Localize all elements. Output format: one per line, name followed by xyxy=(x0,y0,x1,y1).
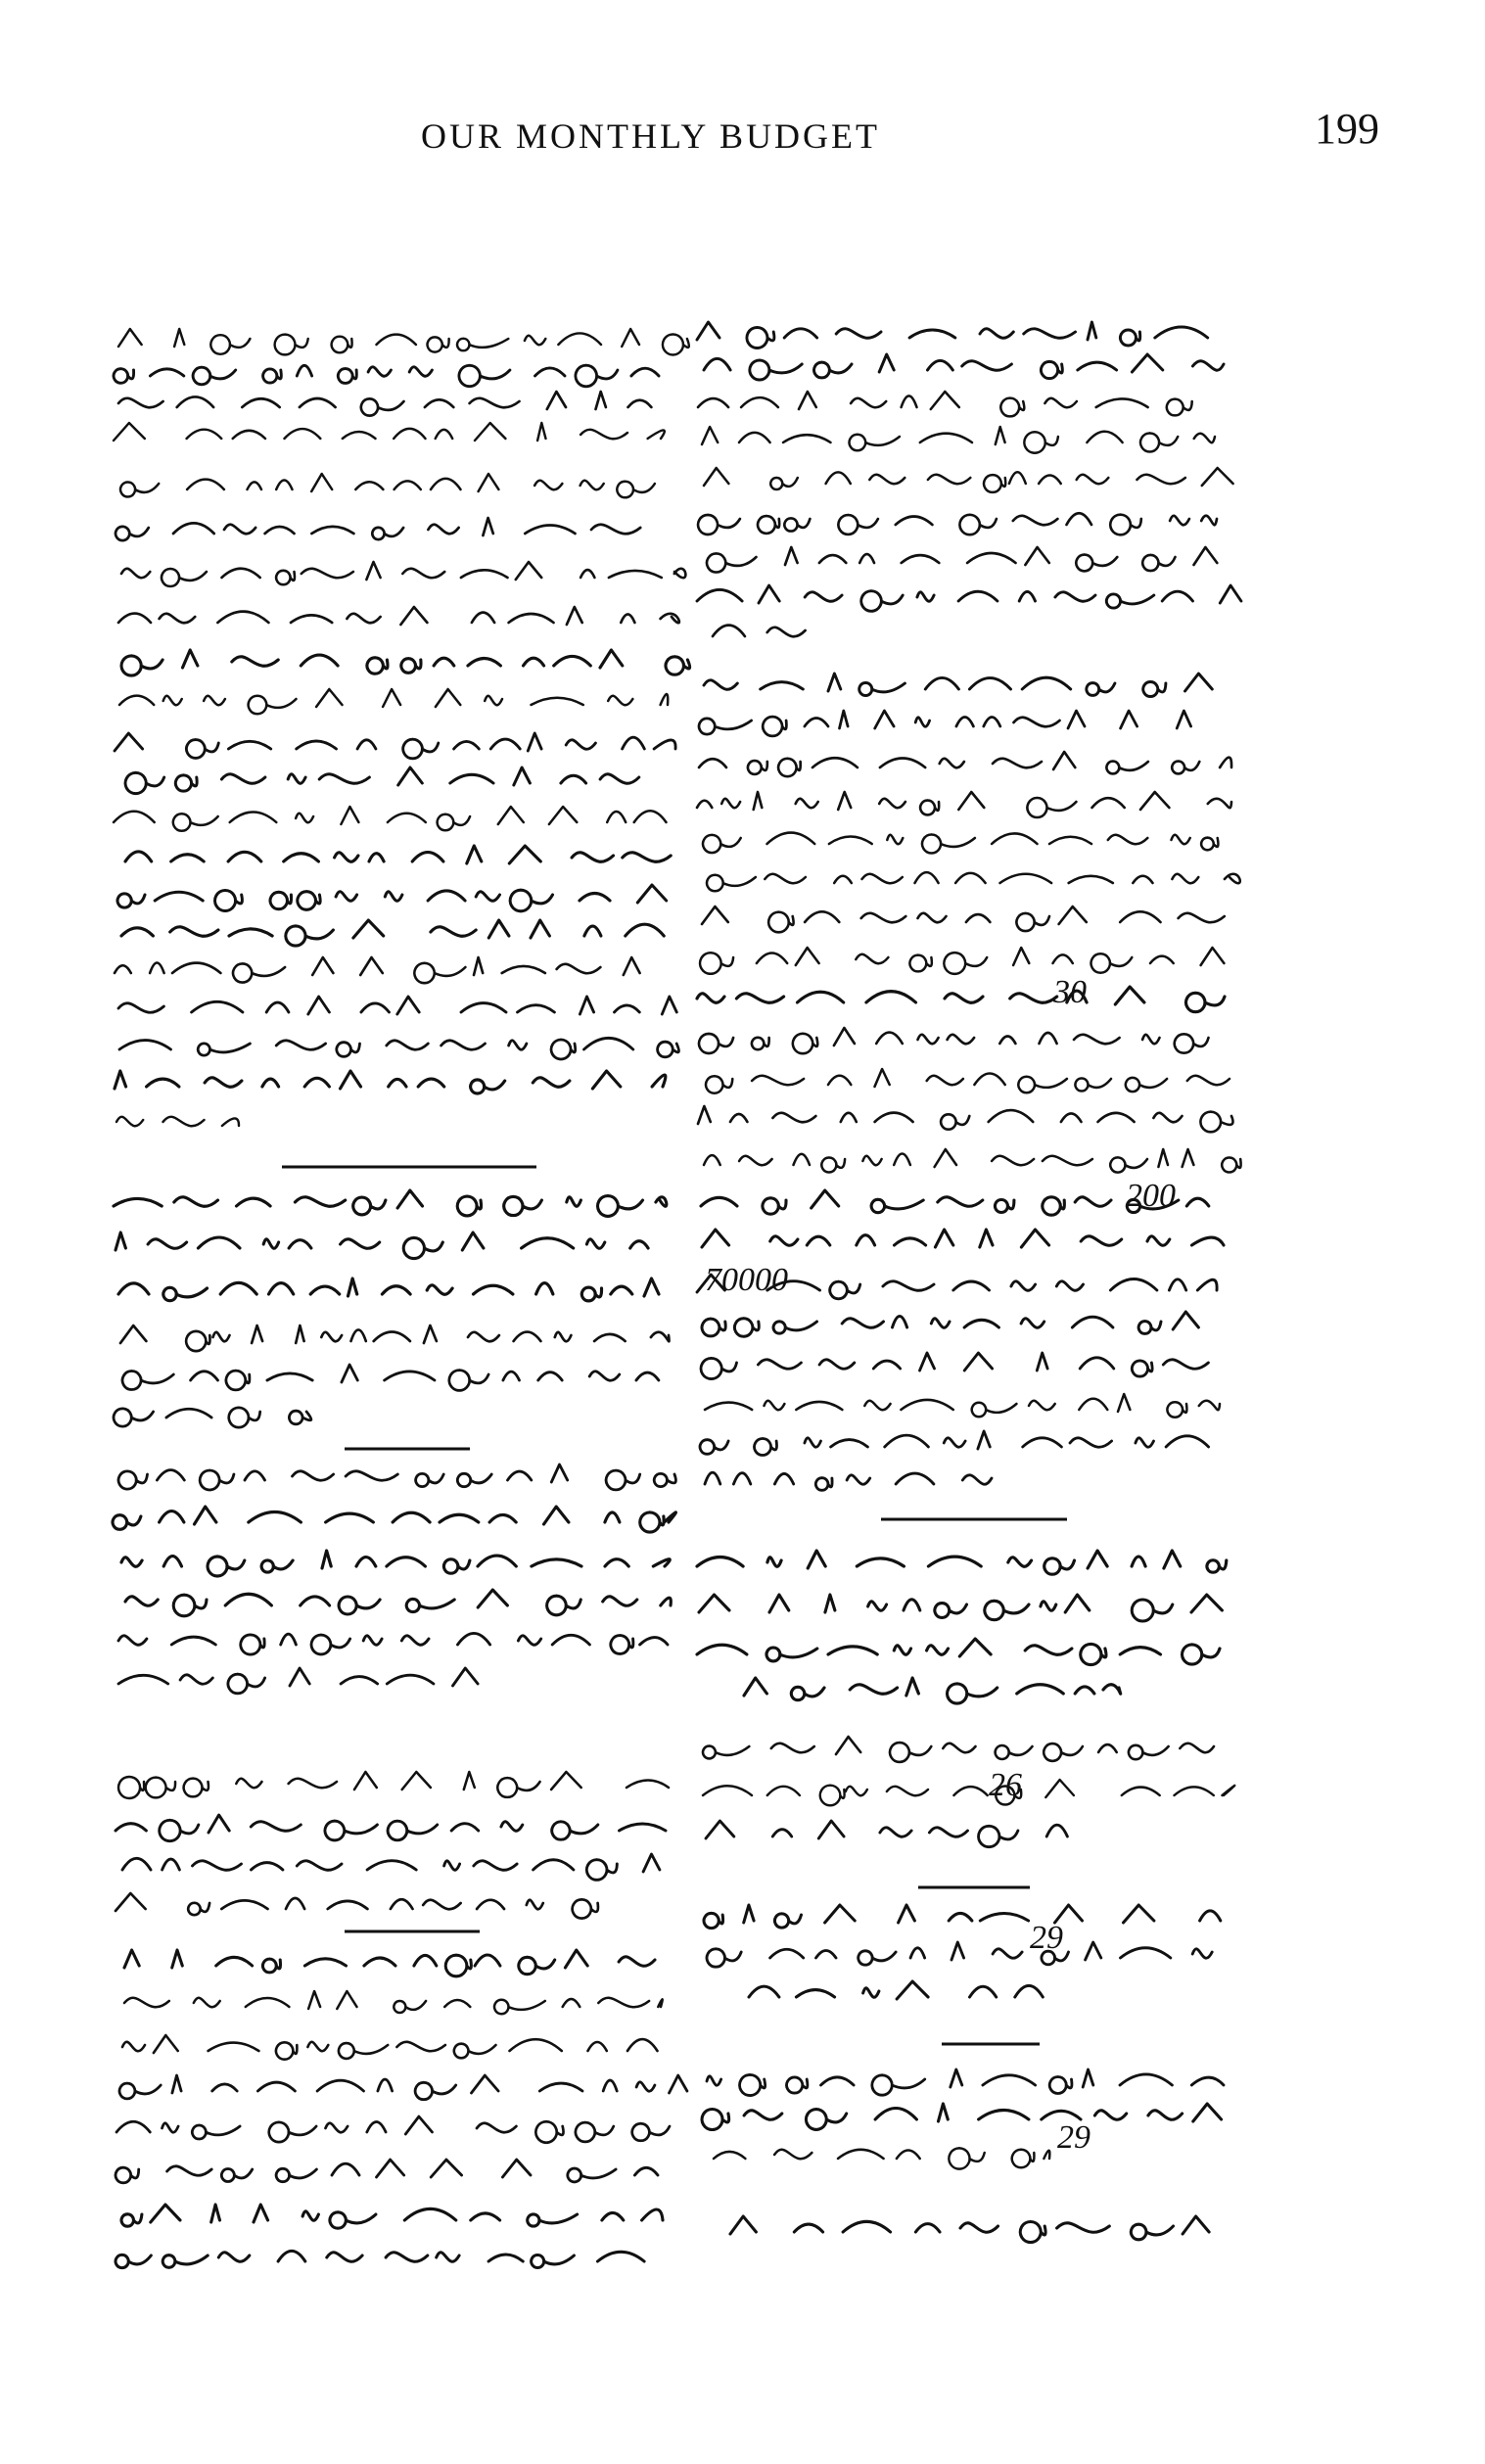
shorthand-line xyxy=(116,2251,644,2267)
shorthand-line xyxy=(707,1942,1212,1967)
shorthand-line xyxy=(700,948,1224,974)
shorthand-line xyxy=(121,562,685,586)
shorthand-line xyxy=(704,354,1224,380)
shorthand-line xyxy=(704,468,1233,492)
shorthand-line xyxy=(120,474,655,497)
shorthand-line xyxy=(699,1595,1222,1621)
shorthand-line xyxy=(115,733,675,759)
shorthand-line xyxy=(700,1431,1209,1455)
shorthand-line xyxy=(706,1821,1067,1847)
shorthand-line xyxy=(699,752,1231,776)
shorthand-line xyxy=(703,1737,1214,1762)
shorthand-line xyxy=(713,626,806,637)
shorthand-line xyxy=(118,1633,668,1654)
shorthand-line xyxy=(118,1772,669,1798)
numeral-26: 26 xyxy=(989,1767,1022,1803)
numeral-29-a: 29 xyxy=(1030,1920,1063,1956)
numeral-29-b: 29 xyxy=(1057,2119,1091,2156)
shorthand-line xyxy=(116,1117,239,1126)
shorthand-line xyxy=(698,513,1217,535)
shorthand-line xyxy=(702,1230,1224,1247)
shorthand-line xyxy=(125,846,671,863)
shorthand-line xyxy=(114,807,667,831)
shorthand-line xyxy=(697,1551,1227,1574)
numeral-30: 30 xyxy=(1053,974,1087,1010)
shorthand-line xyxy=(118,607,679,625)
shorthand-lines xyxy=(113,322,1241,2268)
shorthand-line xyxy=(118,329,689,354)
shorthand-line xyxy=(114,365,659,387)
shorthand-line xyxy=(121,2205,663,2228)
shorthand-line xyxy=(698,392,1192,416)
shorthand-line xyxy=(115,957,640,983)
page-number: 199 xyxy=(1315,105,1379,153)
shorthand-line xyxy=(707,547,1217,573)
shorthand-line xyxy=(118,997,676,1014)
shorthand-line xyxy=(702,2104,1222,2129)
shorthand-line xyxy=(707,2069,1224,2096)
shorthand-line xyxy=(114,1190,667,1216)
shorthand-line xyxy=(122,1854,660,1880)
shorthand-line xyxy=(702,1312,1198,1336)
shorthand-line xyxy=(697,987,1225,1012)
shorthand-line xyxy=(704,1905,1221,1929)
shorthand-line xyxy=(118,1278,659,1301)
shorthand-line xyxy=(116,1893,598,1919)
shorthand-line xyxy=(118,392,651,416)
shorthand-line xyxy=(122,1365,659,1390)
shorthand-line xyxy=(702,907,1225,932)
shorthand-line xyxy=(744,1678,1121,1703)
shorthand-line xyxy=(121,1551,670,1576)
shorthand-line xyxy=(706,1069,1230,1093)
shorthand-line xyxy=(749,1981,1043,1999)
shorthand-line xyxy=(125,1590,671,1616)
running-title: OUR MONTHLY BUDGET xyxy=(421,116,881,156)
numeral-200: 200 xyxy=(1126,1178,1176,1214)
shorthand-line xyxy=(701,1353,1208,1379)
shorthand-line xyxy=(703,1780,1234,1805)
shorthand-line xyxy=(113,1507,675,1532)
shorthand-line xyxy=(117,885,667,911)
shorthand-line xyxy=(116,2160,658,2183)
shorthand-line xyxy=(119,689,668,714)
shorthand-line xyxy=(697,1639,1220,1665)
shorthand-line xyxy=(116,518,640,540)
shorthand-line xyxy=(118,1668,478,1694)
shorthand-line xyxy=(115,1071,666,1093)
shorthand-line xyxy=(119,1038,678,1059)
shorthand-line xyxy=(114,1408,311,1427)
shorthand-line xyxy=(702,427,1215,453)
shorthand-line xyxy=(125,767,639,794)
shorthand-line xyxy=(714,2148,1049,2168)
shorthand-line xyxy=(730,2216,1209,2243)
shorthand-line xyxy=(707,872,1240,891)
shorthand-line xyxy=(124,1950,655,1976)
shorthand-line xyxy=(704,1149,1241,1173)
shorthand-line xyxy=(705,1472,992,1490)
section-dividers xyxy=(282,1167,1067,2044)
shorthand-line xyxy=(121,920,664,946)
shorthand-line xyxy=(120,1325,670,1351)
shorthand-line xyxy=(699,1028,1208,1053)
shorthand-line xyxy=(116,1232,648,1259)
shorthand-line xyxy=(122,2035,658,2060)
shorthand-line xyxy=(124,1991,663,2014)
shorthand-line xyxy=(114,423,665,441)
shorthand-line xyxy=(118,1464,675,1490)
shorthand-line xyxy=(116,2116,670,2143)
shorthand-line xyxy=(697,322,1208,348)
shorthand-line xyxy=(697,792,1231,817)
shorthand-line xyxy=(697,585,1241,611)
shorthand-line xyxy=(698,1106,1232,1132)
shorthand-line xyxy=(704,674,1212,696)
shorthand-line xyxy=(116,1815,666,1841)
shorthand-line xyxy=(121,650,690,675)
shorthand-line xyxy=(705,1394,1220,1418)
numeral-70000: 70000 xyxy=(705,1262,788,1298)
shorthand-line xyxy=(699,711,1191,736)
shorthand-line xyxy=(703,833,1218,854)
shorthand-line xyxy=(119,2075,687,2100)
